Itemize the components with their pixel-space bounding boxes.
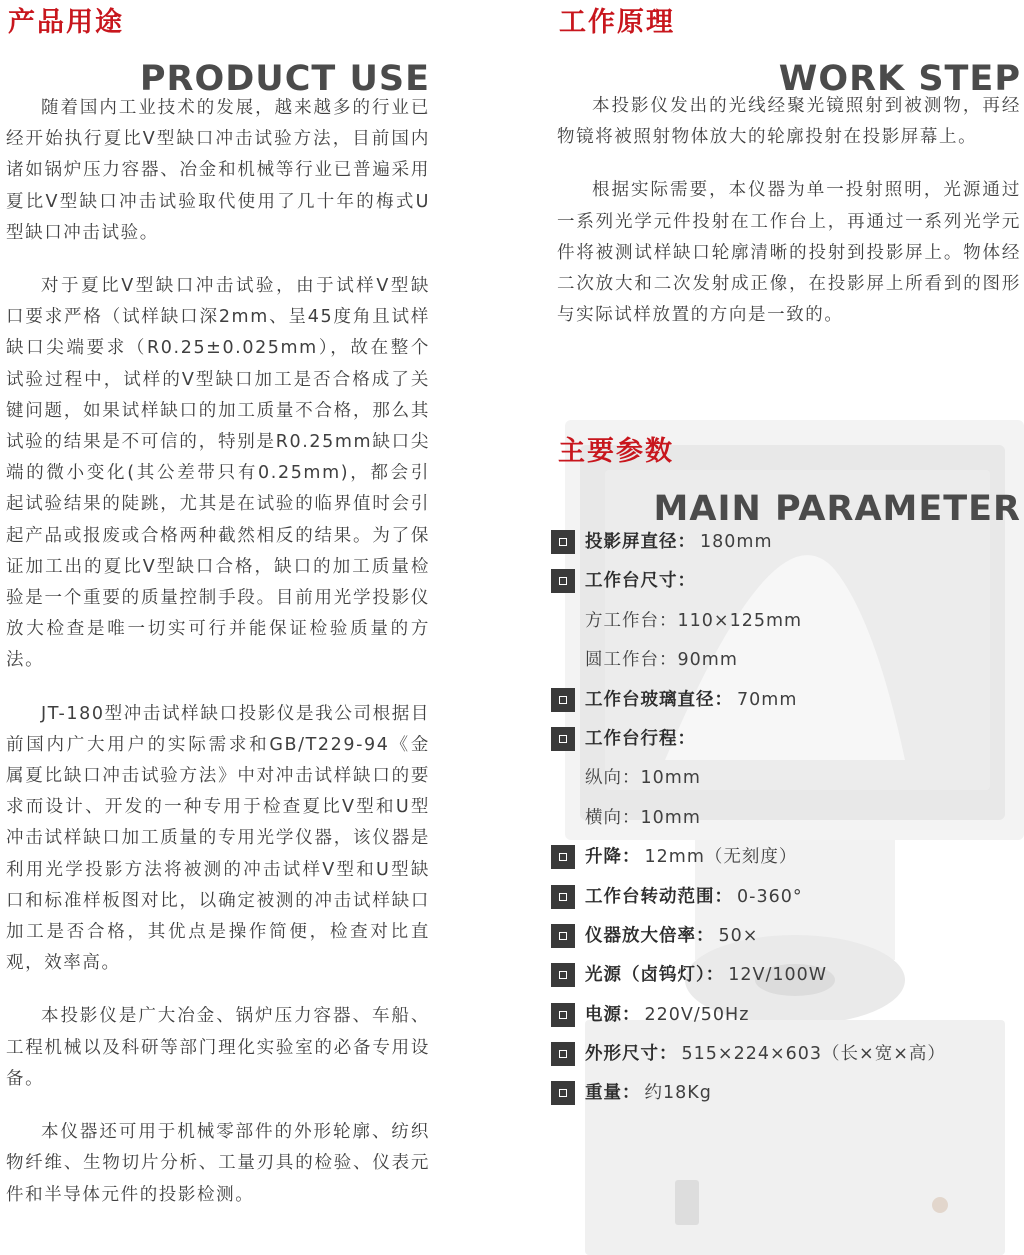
param-sep: ：: [622, 1004, 641, 1025]
square-bullet-icon: [551, 924, 575, 948]
param-value: 50×: [718, 925, 759, 946]
param-sep: ：: [705, 965, 725, 986]
parameter-list: [551, 525, 1021, 1116]
param-label: 工作台尺寸: [585, 571, 678, 592]
param-value: 0-360°: [737, 886, 803, 907]
param-sep: ：: [622, 1083, 641, 1104]
product-use-paragraph-3: JT-180型冲击试样缺口投影仪是我公司根据目前国内广大用户的实际需求和GB/T229-94《金属夏比缺口冲击试验方法》中对冲击试样缺口的要求而设计、开发的一种专用于检查夏比V型和U型冲击试样缺口加工质量的专用光学仪器，该仪器是利用光学投影方法将被测的冲击试样V型和U型缺口和标准样板图对比，以确定被测的冲击试样缺口加工是否合格，其优点是操作简便，检查对比直观，效率高。: [6, 703, 430, 974]
param-value: 70mm: [737, 689, 798, 710]
param-sep: ：: [714, 689, 733, 710]
product-use-title-cn: 产品用途: [8, 7, 124, 38]
param-rotation-range: [551, 880, 1021, 919]
param-label: 仪器放大倍率: [585, 925, 696, 946]
square-bullet-icon: [551, 530, 575, 554]
param-label: 工作台转动范围: [585, 886, 715, 907]
param-sep: ：: [677, 532, 696, 552]
square-bullet-icon: [551, 569, 575, 593]
param-square-table: 方工作台：110×125mm: [585, 610, 803, 631]
square-bullet-icon: [551, 885, 575, 909]
product-use-body: [6, 93, 430, 1233]
product-use-paragraph-1: 随着国内工业技术的发展，越来越多的行业已经开始执行夏比V型缺口冲击试验方法，目前国内诸如锅炉压力容器、冶金和机械等行业已普遍采用夏比V型缺口冲击试验取代使用了几十年的梅式U型缺口冲击试验。: [6, 98, 430, 243]
param-label: 光源（卤钨灯）: [585, 965, 706, 986]
param-glass-diameter: [551, 683, 1021, 722]
param-longitudinal: 纵向：10mm: [585, 768, 701, 789]
product-use-paragraph-5: 本仪器还可用于机械零部件的外形轮廓、纺织物纤维、生物切片分析、工量刃具的检验、仪表元件和半导体元件的投影检测。: [6, 1122, 430, 1205]
square-bullet-icon: [551, 963, 575, 987]
param-value: 180mm: [700, 532, 773, 552]
work-step-paragraph-2: 根据实际需要，本仪器为单一投射照明，光源通过一系列光学元件投射在工作台上，再通过一系列光学元件将被测试样缺口轮廓清晰的投射到投影屏上。物体经二次放大和二次发射成正像，在投影屏上所看到的图形与实际试样放置的方向是一致的。: [557, 180, 1021, 326]
main-parameter-title-en: MAIN PARAMETER: [653, 489, 1021, 529]
param-dimensions: [551, 1037, 1021, 1076]
square-bullet-icon: [551, 845, 575, 869]
param-table-size: [551, 564, 1021, 603]
param-value: 12mm（无刻度）: [644, 847, 798, 868]
param-value: 约18Kg: [644, 1083, 712, 1104]
work-step-paragraph-1: 本投影仪发出的光线经聚光镜照射到被测物，再经物镜将被照射物体放大的轮廓投射在投影屏幕上。: [557, 96, 1021, 148]
param-value: 12V/100W: [728, 965, 828, 986]
param-label: 电源: [585, 1004, 622, 1025]
param-sep: ：: [677, 571, 696, 592]
param-sep: ：: [677, 728, 696, 749]
param-light-source: [551, 958, 1021, 997]
param-label: 投影屏直径: [585, 532, 678, 552]
param-screen-diameter: [551, 525, 1021, 564]
work-step-title-en: WORK STEP: [778, 59, 1021, 99]
param-value: 515×224×603（长×宽×高）: [681, 1044, 946, 1065]
param-label: 工作台玻璃直径: [585, 689, 715, 710]
param-magnification: [551, 919, 1021, 958]
param-label: 外形尺寸: [585, 1044, 659, 1065]
param-value: 220V/50Hz: [644, 1004, 750, 1025]
param-sep: ：: [622, 847, 641, 868]
square-bullet-icon: [551, 688, 575, 712]
work-step-body: [557, 91, 1021, 353]
param-label: 工作台行程: [585, 728, 678, 749]
product-use-paragraph-4: 本投影仪是广大冶金、锅炉压力容器、车船、工程机械以及科研等部门理化实验室的必备专用设备。: [6, 1006, 430, 1089]
square-bullet-icon: [551, 1081, 575, 1105]
param-weight: [551, 1076, 1021, 1115]
main-parameter-title-cn: 主要参数: [558, 436, 674, 467]
param-power: [551, 998, 1021, 1037]
square-bullet-icon: [551, 1003, 575, 1027]
product-use-title-en: PRODUCT USE: [139, 59, 430, 99]
param-round-table: 圆工作台：90mm: [585, 650, 738, 671]
param-table-travel: [551, 722, 1021, 761]
param-lift: [551, 840, 1021, 879]
product-use-paragraph-2: 对于夏比V型缺口冲击试验，由于试样V型缺口要求严格（试样缺口深2mm、呈45度角且试样缺口尖端要求（R0.25±0.025mm），故在整个试验过程中，试样的V型缺口加工是否合格成了关键问题，如果试样缺口的加工质量不合格，那么其试验的结果是不可信的，特别是R0.25mm缺口尖端的微小变化(其公差带只有0.25mm)，都会引起试验结果的陡跳，尤其是在试验的临界值时会引起产品或报废或合格两种截然相反的结果。为了保证加工出的夏比V型缺口合格，缺口的加工质量检验是一个重要的质量控制手段。目前用光学投影仪放大检查是唯一切实可行并能保证检验质量的方法。: [6, 276, 430, 671]
work-step-title-cn: 工作原理: [559, 7, 675, 38]
square-bullet-icon: [551, 727, 575, 751]
param-label: 重量: [585, 1083, 622, 1104]
param-label: 升降: [585, 847, 622, 868]
param-sep: ：: [714, 886, 733, 907]
param-sep: ：: [659, 1044, 678, 1065]
param-transverse: 横向：10mm: [585, 807, 701, 828]
param-sep: ：: [696, 925, 715, 946]
square-bullet-icon: [551, 1042, 575, 1066]
